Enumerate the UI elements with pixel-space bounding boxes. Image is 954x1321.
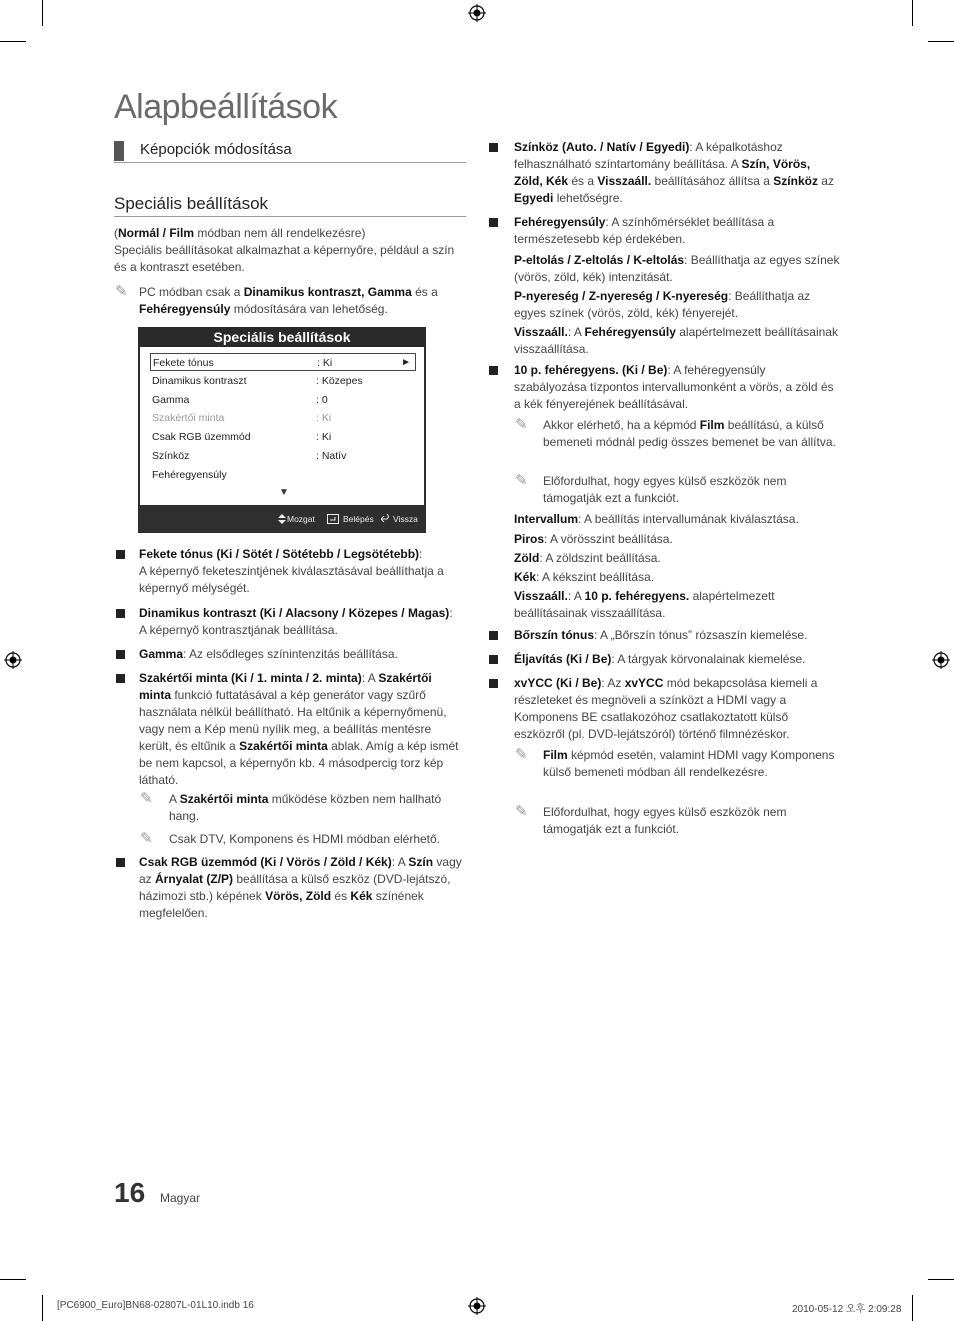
osd-footer: [138, 507, 426, 531]
item-black-tone: Fekete tónus (Ki / Sötét / Sötétebb / Legsötétebb): A képernyő feketeszintjének kiválasztásával beállíthatja a képernyő mélységét.: [139, 547, 444, 595]
note-icon: ✎: [515, 416, 528, 433]
enter-icon: [327, 514, 339, 524]
arrow-right-icon: ►: [401, 357, 411, 368]
item-expert-pattern: Szakértői minta (Ki / 1. minta / 2. minta): A Szakértői minta funkció futtatásával a kép generátor vagy szűrő használata nélkül beállítható. Ha eltűnik a képernyőmenü, vagy nem a Kép menü nyílik meg, a beállítás mentésre került, és eltűnik a Szakértői minta ablak. Amíg a kép ismét be nem kapcsol, a képernyőn kb. 4 másodpercig torz kép látható.: [139, 671, 459, 787]
page-number: 16: [114, 1177, 146, 1208]
up-down-arrow-icon: [278, 514, 286, 524]
crop-mark: [42, 1295, 43, 1321]
osd-panel: [140, 347, 424, 505]
crop-mark: [42, 0, 43, 26]
note-icon: ✎: [115, 283, 128, 300]
section-marker: [114, 141, 124, 161]
osd-row-white-balance[interactable]: Fehéregyensúly: [152, 469, 227, 481]
registration-mark-icon: [468, 1297, 486, 1315]
subsection-heading: [114, 193, 466, 217]
crop-mark: [0, 1279, 26, 1280]
registration-mark-icon: [932, 651, 950, 669]
osd-row-expert-pattern: Szakértői minta : Ki: [152, 412, 332, 424]
bullet-icon: [489, 143, 498, 152]
osd-row-rgb-only[interactable]: Csak RGB üzemmód : Ki: [152, 431, 332, 443]
item-xvycc: xvYCC (Ki / Be): Az xvYCC mód bekapcsolása kiemeli a részleteket és megnöveli a színközt a HDMI vagy a Komponens BE csatlakozóhoz csatlakoztatott külső eszközről (pl. DVD-lejátszóról) történő filmnézéskor.: [514, 676, 818, 741]
osd-row-black-tone[interactable]: Fekete tónus : Ki ►: [150, 353, 416, 371]
osd-title: Speciális beállítások: [138, 327, 426, 347]
item-white-balance: Fehéregyensúly: A színhőmérséklet beállítása a természetesebb kép érdekében.: [514, 215, 775, 246]
item-dynamic-contrast: Dinamikus kontraszt (Ki / Alacsony / Közepes / Magas): A képernyő kontrasztjának beállítása.: [139, 606, 453, 637]
section-heading: [114, 139, 466, 163]
crop-mark: [928, 41, 954, 42]
registration-mark-icon: [468, 4, 486, 22]
osd-menu: [138, 327, 426, 533]
wb10-green: Zöld: A zöldszint beállítása.: [514, 551, 661, 565]
bullet-icon: [116, 674, 125, 683]
osd-back-label: Vissza: [393, 514, 418, 524]
item-gamma: Gamma: Az elsődleges színintenzitás beállítása.: [139, 647, 398, 661]
osd-enter-label: Belépés: [343, 514, 374, 524]
xvycc-note-2: Előfordulhat, hogy egyes külső eszközök nem támogatják ezt a funkciót.: [543, 805, 787, 836]
bullet-icon: [489, 655, 498, 664]
crop-mark: [928, 1279, 954, 1280]
wb10-blue: Kék: A kékszint beállítása.: [514, 570, 655, 584]
bullet-icon: [489, 679, 498, 688]
pc-mode-note: PC módban csak a Dinamikus kontraszt, Gamma és a Fehéregyensúly módosítására van lehetőség.: [139, 285, 438, 316]
language-label: Magyar: [160, 1191, 201, 1205]
note-icon: ✎: [140, 790, 153, 807]
xvycc-note-1: Film képmód esetén, valamint HDMI vagy Komponens külső bemeneti módban áll rendelkezésre.: [543, 748, 835, 779]
wb-reset: Visszaáll.: A Fehéregyensúly alapértelmezett beállításainak visszaállítása.: [514, 325, 838, 356]
crop-mark: [912, 0, 913, 26]
scroll-down-icon[interactable]: ▼: [279, 487, 289, 498]
bullet-icon: [489, 631, 498, 640]
page-title: Alapbeállítások: [114, 88, 338, 126]
wb10-red: Piros: A vörösszint beállítása.: [514, 532, 673, 546]
osd-move-label: Mozgat: [287, 514, 315, 524]
registration-mark-icon: [4, 651, 22, 669]
expert-pattern-note-2: Csak DTV, Komponens és HDMI módban elérhető.: [169, 832, 441, 846]
note-icon: ✎: [140, 830, 153, 847]
bullet-icon: [116, 609, 125, 618]
osd-row-gamma[interactable]: Gamma : 0: [152, 394, 328, 406]
note-icon: ✎: [515, 746, 528, 763]
crop-mark: [0, 41, 26, 42]
item-color-space: Színköz (Auto. / Natív / Egyedi): A képalkotáshoz felhasználható színtartomány beállítása. A Szín, Vörös, Zöld, Kék és a Visszaáll. beállításához állítsa a Színköz az Egyedi lehetőségre.: [514, 140, 834, 205]
wb10-note-1: Akkor elérhető, ha a képmód Film beállítású, a külső bemeneti módnál pedig összes bemenet be van állítva.: [543, 418, 836, 449]
intro-paragraph: (Normál / Film módban nem áll rendelkezésre) Speciális beállításokat alkalmazhat a képernyőre, például a szín és a kontraszt esetében.: [114, 226, 455, 274]
item-10p-white-balance: 10 p. fehéregyens. (Ki / Be): A fehéregyensúly szabályozása tízpontos intervallumonként a vörös, a zöld és a kék fényerejének beállításával.: [514, 363, 834, 411]
print-info-left: [PC6900_Euro]BN68-02807L-01L10.indb 16: [57, 1300, 254, 1311]
section-title: Képopciók módosítása: [140, 141, 292, 158]
wb-gain: P-nyereség / Z-nyereség / K-nyereség: Beállíthatja az egyes színek (vörös, zöld, kék) fényerejét.: [514, 289, 811, 320]
expert-pattern-note-1: A Szakértői minta működése közben nem hallható hang.: [169, 792, 442, 823]
osd-row-color-space[interactable]: Színköz : Natív: [152, 450, 347, 462]
bullet-icon: [489, 366, 498, 375]
bullet-icon: [116, 550, 125, 559]
print-info-right: 2010-05-12 오후 2:09:28: [792, 1304, 902, 1315]
bullet-icon: [489, 218, 498, 227]
note-icon: ✎: [515, 803, 528, 820]
wb10-interval: Intervallum: A beállítás intervallumának kiválasztása.: [514, 512, 799, 526]
note-icon: ✎: [515, 472, 528, 489]
osd-row-dynamic-contrast[interactable]: Dinamikus kontraszt : Közepes: [152, 375, 363, 387]
subsection-title: Speciális beállítások: [114, 194, 269, 213]
return-icon: [381, 514, 390, 524]
wb10-reset: Visszaáll.: A 10 p. fehéregyens. alapértelmezett beállításainak visszaállítása.: [514, 589, 775, 620]
item-rgb-only: Csak RGB üzemmód (Ki / Vörös / Zöld / Kék): A Szín vagy az Árnyalat (Z/P) beállítása a külső eszköz (DVD-lejátszó, házimozi stb.) képének Vörös, Zöld és Kék színének megfelelően.: [139, 855, 462, 920]
bullet-icon: [116, 858, 125, 867]
item-flesh-tone: Bőrszín tónus: A „Bőrszín tónus” rózsaszín kiemelése.: [514, 628, 808, 642]
wb10-note-2: Előfordulhat, hogy egyes külső eszközök nem támogatják ezt a funkciót.: [543, 474, 787, 505]
crop-mark: [912, 1295, 913, 1321]
wb-offset: P-eltolás / Z-eltolás / K-eltolás: Beállíthatja az egyes színek (vörös, zöld, kék) intenzitását.: [514, 253, 840, 284]
item-edge-enhancement: Éljavítás (Ki / Be): A tárgyak körvonalainak kiemelése.: [514, 652, 806, 666]
bullet-icon: [116, 650, 125, 659]
